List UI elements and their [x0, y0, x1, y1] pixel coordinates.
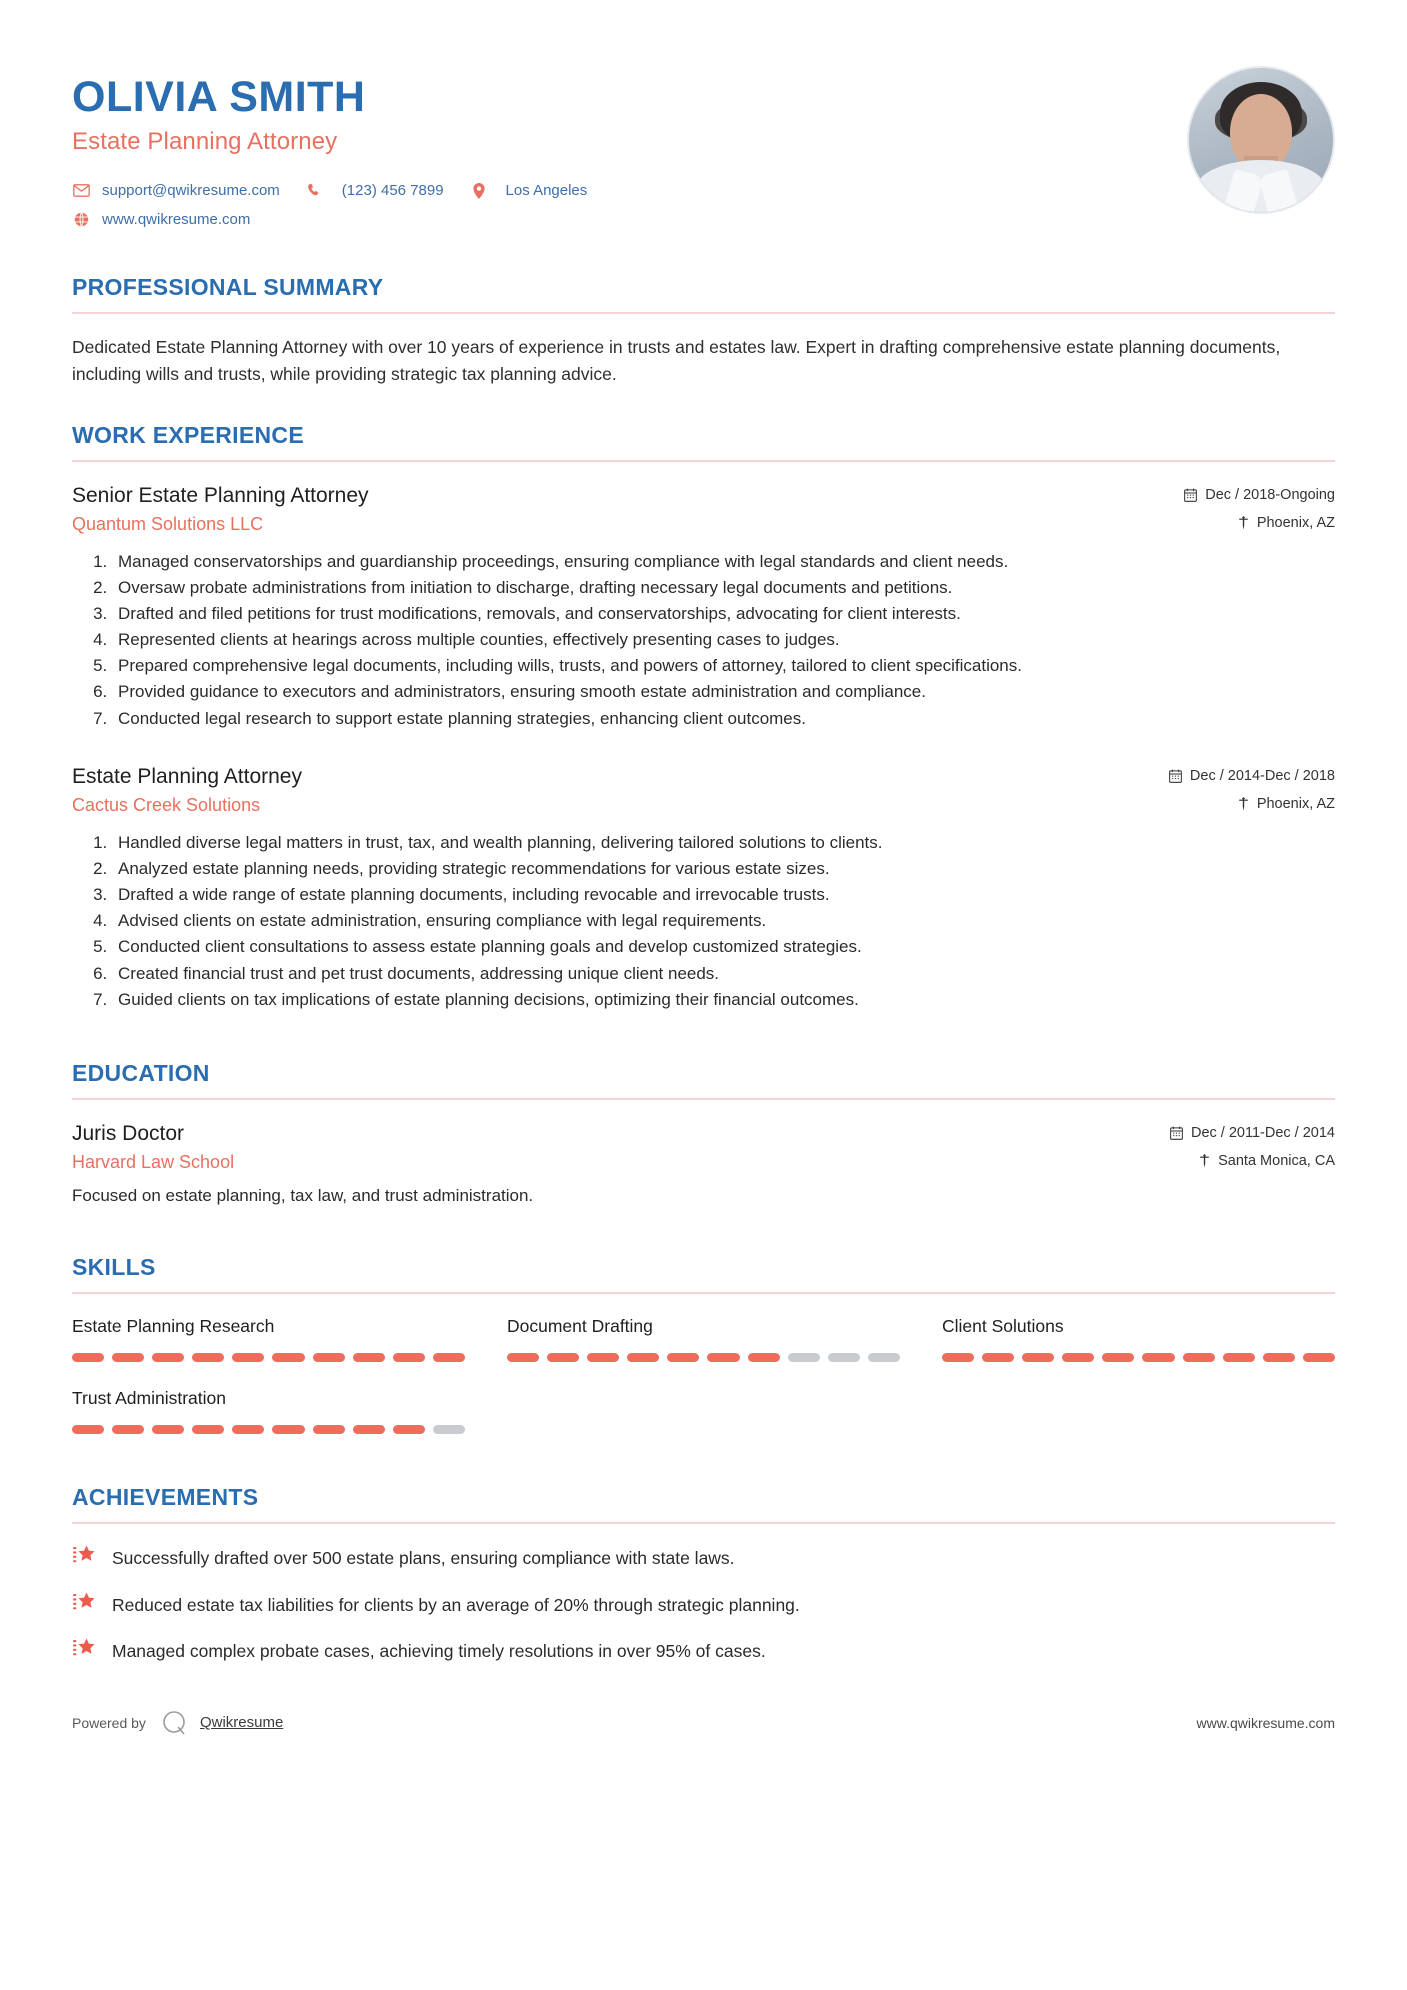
skill-segment-filled	[707, 1353, 739, 1362]
contact-website-text: www.qwikresume.com	[102, 211, 251, 229]
skill-segment-filled	[232, 1425, 264, 1434]
work-entry-subrow	[72, 514, 1335, 535]
skills-grid	[72, 1316, 1335, 1434]
skill-rating-bar	[72, 1353, 465, 1362]
skill-segment-filled	[1022, 1353, 1054, 1362]
skill-segment-empty	[788, 1353, 820, 1362]
star-badge-icon	[72, 1591, 98, 1617]
skill-segment-filled	[353, 1353, 385, 1362]
education-entry-subrow	[72, 1152, 1335, 1173]
skill-segment-filled	[393, 1353, 425, 1362]
education-entry-head	[72, 1122, 1335, 1146]
section-divider	[72, 312, 1335, 314]
skill-segment-filled	[982, 1353, 1014, 1362]
list-item: 7. Guided clients on tax implications of estate planning decisions, optimizing their financial outcomes.	[112, 987, 1335, 1012]
skill-label: Client Solutions	[942, 1316, 1064, 1337]
list-item: 5. Prepared comprehensive legal documents, including wills, trusts, and powers of attorney, tailored to client specifications.	[112, 653, 1335, 678]
skill-segment-empty	[828, 1353, 860, 1362]
footer-brand-link[interactable]: Qwikresume	[199, 1714, 284, 1732]
work-entry	[72, 765, 1335, 1012]
skill-segment-empty	[433, 1425, 465, 1434]
achievements-list	[72, 1546, 1335, 1664]
skill-segment-filled	[112, 1353, 144, 1362]
skill-segment-filled	[547, 1353, 579, 1362]
list-item: 7. Conducted legal research to support estate planning strategies, enhancing client outcomes.	[112, 706, 1335, 731]
work-entry-location	[1238, 796, 1335, 812]
calendar-icon	[1170, 1126, 1183, 1140]
list-item	[72, 1546, 1335, 1571]
section-divider	[72, 1522, 1335, 1524]
skill-segment-filled	[152, 1353, 184, 1362]
skill-segment-filled	[1102, 1353, 1134, 1362]
section-work-experience	[72, 422, 1335, 1012]
work-entry-location-text: Phoenix, AZ	[1256, 514, 1335, 531]
list-item: 3. Drafted a wide range of estate planning documents, including revocable and irrevocable trusts.	[112, 882, 1335, 907]
skill-segment-filled	[748, 1353, 780, 1362]
work-entry-organization: Quantum Solutions LLC	[72, 513, 264, 534]
list-item: 4. Advised clients on estate administration, ensuring compliance with legal requirements.	[112, 908, 1335, 933]
skill-segment-filled	[667, 1353, 699, 1362]
education-entry	[72, 1122, 1335, 1209]
work-entry-location-text: Phoenix, AZ	[1256, 795, 1335, 812]
skill-item	[72, 1316, 465, 1362]
skill-label: Document Drafting	[507, 1316, 653, 1337]
list-item	[72, 1593, 1335, 1618]
work-entry-head	[72, 484, 1335, 508]
work-entry-title: Senior Estate Planning Attorney	[72, 483, 369, 507]
skill-segment-empty	[868, 1353, 900, 1362]
skill-segment-filled	[393, 1425, 425, 1434]
contact-email[interactable]	[72, 182, 280, 199]
section-title-skills: SKILLS	[72, 1254, 156, 1281]
candidate-name: OLIVIA SMITH	[72, 73, 366, 121]
section-divider	[72, 1292, 1335, 1294]
candidate-job-title: Estate Planning Attorney	[72, 128, 338, 156]
section-divider	[72, 460, 1335, 462]
education-entry-location-text: Santa Monica, CA	[1218, 1152, 1335, 1169]
skill-segment-filled	[1183, 1353, 1215, 1362]
resume-header	[72, 56, 1335, 240]
list-item: 6. Provided guidance to executors and administrators, ensuring smooth estate administration and compliance.	[112, 679, 1335, 704]
skill-item	[507, 1316, 900, 1362]
list-item: 1. Handled diverse legal matters in trust, tax, and wealth planning, delivering tailored solutions to clients.	[112, 830, 1335, 855]
achievement-text: Managed complex probate cases, achieving timely resolutions in over 95% of cases.	[112, 1641, 766, 1662]
achievement-text: Successfully drafted over 500 estate plans, ensuring compliance with state laws.	[112, 1548, 735, 1569]
work-entry-date	[1169, 768, 1335, 784]
skill-segment-filled	[313, 1425, 345, 1434]
work-entry-bullets	[72, 549, 1335, 731]
list-item	[72, 1639, 1335, 1664]
education-entry-organization: Harvard Law School	[72, 1151, 235, 1172]
star-badge-icon	[72, 1637, 98, 1663]
education-entry-date	[1170, 1125, 1335, 1141]
skill-segment-filled	[72, 1353, 104, 1362]
location-pin-icon	[1199, 1154, 1210, 1168]
skill-item	[942, 1316, 1335, 1362]
avatar	[1187, 66, 1335, 214]
skill-item	[72, 1388, 465, 1434]
education-entry-date-text: Dec / 2011-Dec / 2014	[1190, 1124, 1335, 1141]
envelope-icon	[72, 183, 90, 199]
contact-location-text: Los Angeles	[505, 182, 588, 200]
section-skills	[72, 1254, 1335, 1434]
star-badge-icon	[72, 1544, 98, 1570]
contact-website[interactable]	[72, 211, 250, 228]
location-pin-icon	[1238, 516, 1249, 530]
section-education	[72, 1060, 1335, 1209]
map-pin-icon	[470, 183, 488, 199]
skill-label: Estate Planning Research	[72, 1316, 275, 1337]
footer-branding	[72, 1708, 283, 1738]
skill-segment-filled	[112, 1425, 144, 1434]
skill-segment-filled	[1263, 1353, 1295, 1362]
skill-rating-bar	[72, 1425, 465, 1434]
section-title-summary: PROFESSIONAL SUMMARY	[72, 274, 384, 301]
skill-rating-bar	[942, 1353, 1335, 1362]
skill-segment-filled	[1223, 1353, 1255, 1362]
education-entry-description: Focused on estate planning, tax law, and trust administration.	[72, 1185, 534, 1205]
section-title-education: EDUCATION	[72, 1059, 210, 1086]
work-entry-date-text: Dec / 2018-Ongoing	[1205, 486, 1335, 503]
skill-segment-filled	[587, 1353, 619, 1362]
contact-phone-text: (123) 456 7899	[341, 182, 444, 200]
work-entry-bullets	[72, 830, 1335, 1012]
work-entry-date-text: Dec / 2014-Dec / 2018	[1189, 767, 1335, 784]
work-entry	[72, 484, 1335, 731]
list-item: 3. Drafted and filed petitions for trust modifications, removals, and conservatorships, advocating for client interests.	[112, 601, 1335, 626]
achievement-text: Reduced estate tax liabilities for clients by an average of 20% through strategic planning.	[112, 1594, 800, 1615]
education-entry-location	[1199, 1153, 1335, 1169]
contact-details	[72, 182, 1187, 228]
skill-segment-filled	[1142, 1353, 1174, 1362]
contact-phone[interactable]	[306, 182, 444, 199]
list-item: 2. Analyzed estate planning needs, providing strategic recommendations for various estate sizes.	[112, 856, 1335, 881]
section-title-achievements: ACHIEVEMENTS	[72, 1484, 259, 1511]
list-item: 4. Represented clients at hearings across multiple counties, effectively presenting cases to judges.	[112, 627, 1335, 652]
skill-segment-filled	[192, 1425, 224, 1434]
calendar-icon	[1184, 488, 1197, 502]
page-footer	[72, 1708, 1335, 1778]
skill-segment-filled	[313, 1353, 345, 1362]
skill-segment-filled	[1062, 1353, 1094, 1362]
location-pin-icon	[1238, 797, 1249, 811]
summary-text: Dedicated Estate Planning Attorney with over 10 years of experience in trusts and estates law. Expert in drafting comprehensive estate planning documents, including wills and trusts, while providing strategic tax planning advice.	[72, 337, 1281, 385]
skill-segment-filled	[433, 1353, 465, 1362]
list-item: 5. Conducted client consultations to assess estate planning goals and develop customized strategies.	[112, 934, 1335, 959]
section-professional-summary	[72, 274, 1335, 387]
work-entry-head	[72, 765, 1335, 789]
list-item: 1. Managed conservatorships and guardianship proceedings, ensuring compliance with legal standards and client needs.	[112, 549, 1335, 574]
contact-row-primary	[72, 182, 1187, 199]
work-entry-organization: Cactus Creek Solutions	[72, 794, 261, 815]
skill-segment-filled	[272, 1425, 304, 1434]
skill-segment-filled	[72, 1425, 104, 1434]
skill-segment-filled	[152, 1425, 184, 1434]
globe-icon	[72, 212, 90, 228]
phone-icon	[306, 183, 324, 199]
skill-segment-filled	[942, 1353, 974, 1362]
calendar-icon	[1169, 769, 1182, 783]
work-entry-title: Estate Planning Attorney	[72, 764, 302, 788]
skill-segment-filled	[627, 1353, 659, 1362]
skill-segment-filled	[232, 1353, 264, 1362]
work-entry-location	[1238, 515, 1335, 531]
skill-segment-filled	[1303, 1353, 1335, 1362]
skill-segment-filled	[507, 1353, 539, 1362]
list-item: 6. Created financial trust and pet trust documents, addressing unique client needs.	[112, 961, 1335, 986]
education-entry-title: Juris Doctor	[72, 1121, 185, 1145]
contact-email-text: support@qwikresume.com	[102, 182, 280, 200]
section-title-work: WORK EXPERIENCE	[72, 421, 304, 448]
skill-segment-filled	[272, 1353, 304, 1362]
header-left	[72, 66, 1187, 240]
skill-label: Trust Administration	[72, 1388, 226, 1409]
contact-location	[470, 182, 588, 199]
section-divider	[72, 1098, 1335, 1100]
list-item: 2. Oversaw probate administrations from initiation to discharge, drafting necessary legal documents and petitions.	[112, 575, 1335, 600]
skill-segment-filled	[192, 1353, 224, 1362]
section-achievements	[72, 1484, 1335, 1664]
skill-segment-filled	[353, 1425, 385, 1434]
footer-website: www.qwikresume.com	[1196, 1714, 1335, 1731]
work-entry-date	[1184, 487, 1335, 503]
skill-rating-bar	[507, 1353, 900, 1362]
qwikresume-logo-icon	[160, 1708, 190, 1738]
footer-powered-by-label: Powered by	[72, 1714, 146, 1731]
contact-row-website	[72, 211, 1187, 228]
work-entry-subrow	[72, 795, 1335, 816]
